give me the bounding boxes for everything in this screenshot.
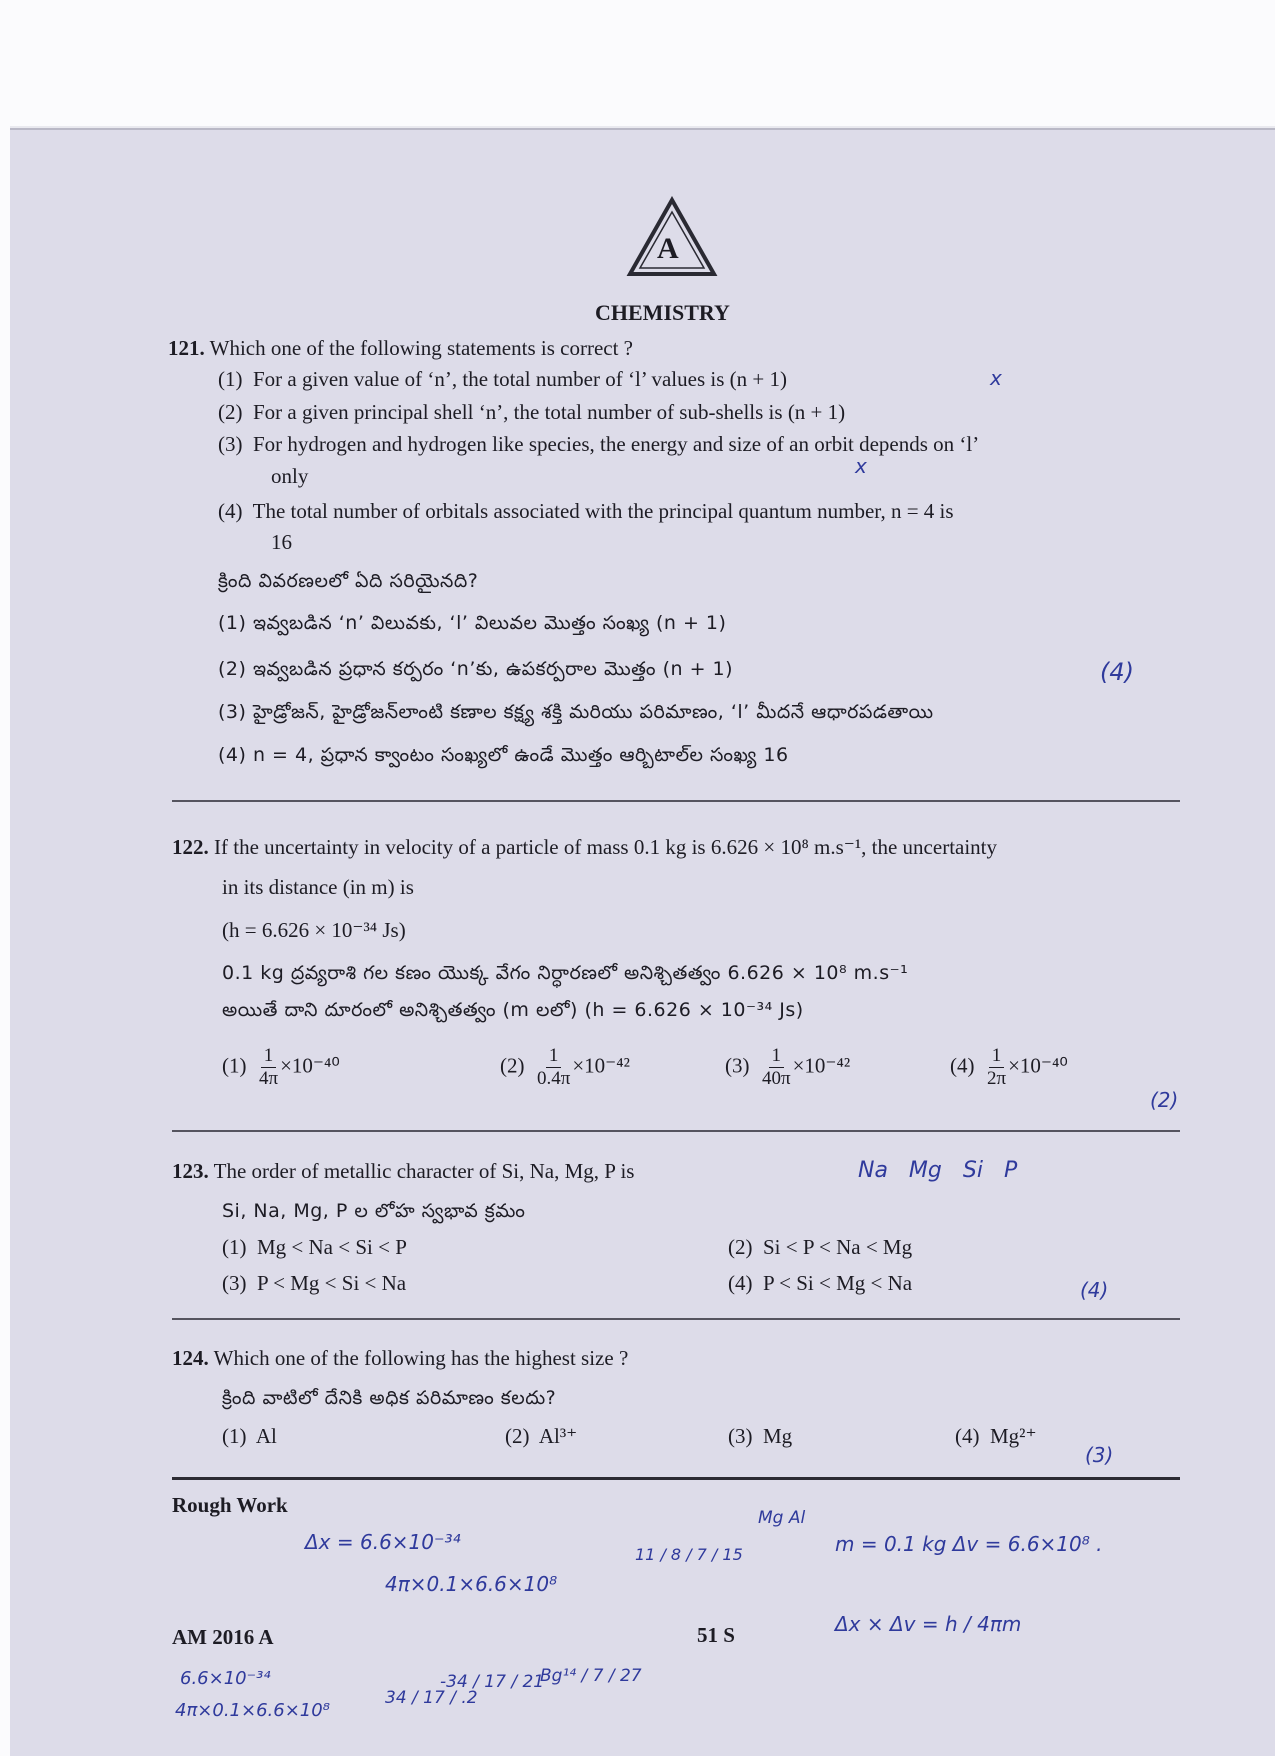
- page-number: 51 S: [697, 1623, 735, 1647]
- handwritten-note: 6.6×10⁻³⁴: [180, 1668, 271, 1689]
- option-4: (4) The total number of orbitals associated with the principal quantum number, n = 4 is: [218, 499, 954, 523]
- option-2: (2) For a given principal shell ‘n’, the total number of sub-shells is (n + 1): [218, 400, 846, 424]
- handwritten-answer: (3): [1085, 1443, 1114, 1467]
- handwritten-note: Na Mg Si P: [858, 1158, 1018, 1183]
- telugu-question: Si, Na, Mg, P ల లోహ స్వభావ క్రమం: [222, 1200, 526, 1222]
- question-number: 121.: [168, 336, 205, 360]
- option-2: (2) Al³⁺: [505, 1424, 578, 1448]
- handwritten-note: m = 0.1 kg Δv = 6.6×10⁸ .: [835, 1532, 1103, 1556]
- handwritten-answer: (4): [1100, 658, 1134, 686]
- divider: [172, 1477, 1180, 1480]
- option-3: (3) $\frac{1}{40\pi}$ ×10⁻⁴²: [725, 1045, 851, 1089]
- handwritten-note: 4π×0.1×6.6×10⁸: [175, 1700, 330, 1721]
- option-4: (4) $\frac{1}{2\pi}$ ×10⁻⁴⁰: [950, 1045, 1068, 1089]
- given-constant: (h = 6.626 × 10⁻³⁴ Js): [222, 918, 406, 942]
- option-4: (4) Mg²⁺: [955, 1424, 1037, 1448]
- option-1: (1) $\frac{1}{4\pi}$ ×10⁻⁴⁰: [222, 1045, 340, 1089]
- telugu-question: క్రింది వివరణలలో ఏది సరియైనది?: [218, 570, 479, 592]
- option-1: (1) Mg < Na < Si < P: [222, 1235, 407, 1259]
- cross-mark: x: [855, 454, 867, 478]
- option-3: (3) For hydrogen and hydrogen like species, the energy and size of an orbit depends on ‘l’: [218, 432, 980, 456]
- divider: [172, 1318, 1180, 1320]
- handwritten-note: 11 / 8 / 7 / 15: [635, 1545, 743, 1564]
- question-122: 122. If the uncertainty in velocity of a particle of mass 0.1 kg is 6.626 × 10⁸ m.s⁻¹, the uncertainty: [172, 835, 998, 859]
- option-1: (1) For a given value of ‘n’, the total number of ‘l’ values is (n + 1): [218, 367, 787, 391]
- handwritten-answer: (4): [1080, 1278, 1109, 1302]
- handwritten-note: Bg¹⁴ / 7 / 27: [540, 1666, 642, 1686]
- question-123: 123. The order of metallic character of Si, Na, Mg, P is: [172, 1159, 635, 1183]
- option-4-cont: 16: [271, 530, 292, 554]
- handwritten-note: -34 / 17 / 21: [440, 1672, 545, 1692]
- telugu-option-3: (3) హైడ్రోజన్, హైడ్రోజన్‌లాంటి కణాల కక్ష్య శక్తి మరియు పరిమాణం, ‘l’ మీదనే ఆధారపడతాయి: [218, 701, 934, 723]
- question-text: Which one of the following statements is correct ?: [209, 336, 633, 360]
- option-3-cont: only: [271, 464, 309, 488]
- telugu-option-1: (1) ఇవ్వబడిన ‘n’ విలువకు, ‘l’ విలువల మొత్తం సంఖ్య (n + 1): [218, 612, 727, 634]
- telugu-question-line2: అయితే దాని దూరంలో అనిశ్చితత్వం (m లలో) (h = 6.626 × 10⁻³⁴ Js): [222, 999, 804, 1021]
- rough-work-label: Rough Work: [172, 1493, 288, 1517]
- handwritten-note: 4π×0.1×6.6×10⁸: [385, 1572, 558, 1596]
- handwritten-note: Δx × Δv = h / 4πm: [835, 1612, 1022, 1636]
- handwritten-note: 34 / 17 / .2: [385, 1688, 478, 1708]
- subject-heading: CHEMISTRY: [595, 300, 730, 325]
- option-3: (3) P < Mg < Si < Na: [222, 1271, 407, 1295]
- question-122-cont: in its distance (in m) is: [222, 875, 414, 899]
- handwritten-note: Δx = 6.6×10⁻³⁴: [305, 1530, 461, 1554]
- option-4: (4) P < Si < Mg < Na: [728, 1271, 913, 1295]
- telugu-option-4: (4) n = 4, ప్రధాన క్వాంటం సంఖ్యలో ఉండే మొత్తం ఆర్బిటాల్‌ల సంఖ్య 16: [218, 744, 789, 766]
- cross-mark: x: [990, 366, 1002, 390]
- question-124: 124. Which one of the following has the highest size ?: [172, 1346, 629, 1370]
- telugu-option-2: (2) ఇవ్వబడిన ప్రధాన కర్పరం ‘n’కు, ఉపకర్పరాల మొత్తం (n + 1): [218, 658, 734, 680]
- option-3: (3) Mg: [728, 1424, 793, 1448]
- question-121: [168, 333, 633, 363]
- option-1: (1) Al: [222, 1424, 277, 1448]
- handwritten-answer: (2): [1150, 1088, 1179, 1112]
- option-2: (2) $\frac{1}{0.4\pi}$ ×10⁻⁴²: [500, 1045, 630, 1089]
- telugu-question-line1: 0.1 kg ద్రవ్యరాశి గల కణం యొక్క వేగం నిర్ధారణలో అనిశ్చితత్వం 6.626 × 10⁸ m.s⁻¹: [222, 962, 909, 984]
- set-letter: A: [657, 232, 679, 265]
- option-2: (2) Si < P < Na < Mg: [728, 1235, 913, 1259]
- divider: [172, 800, 1180, 802]
- paper-code: AM 2016 A: [172, 1625, 274, 1649]
- divider: [172, 1130, 1180, 1132]
- telugu-question: క్రింది వాటిలో దేనికి అధిక పరిమాణం కలదు?: [222, 1387, 557, 1409]
- handwritten-note: Mg Al: [758, 1508, 806, 1528]
